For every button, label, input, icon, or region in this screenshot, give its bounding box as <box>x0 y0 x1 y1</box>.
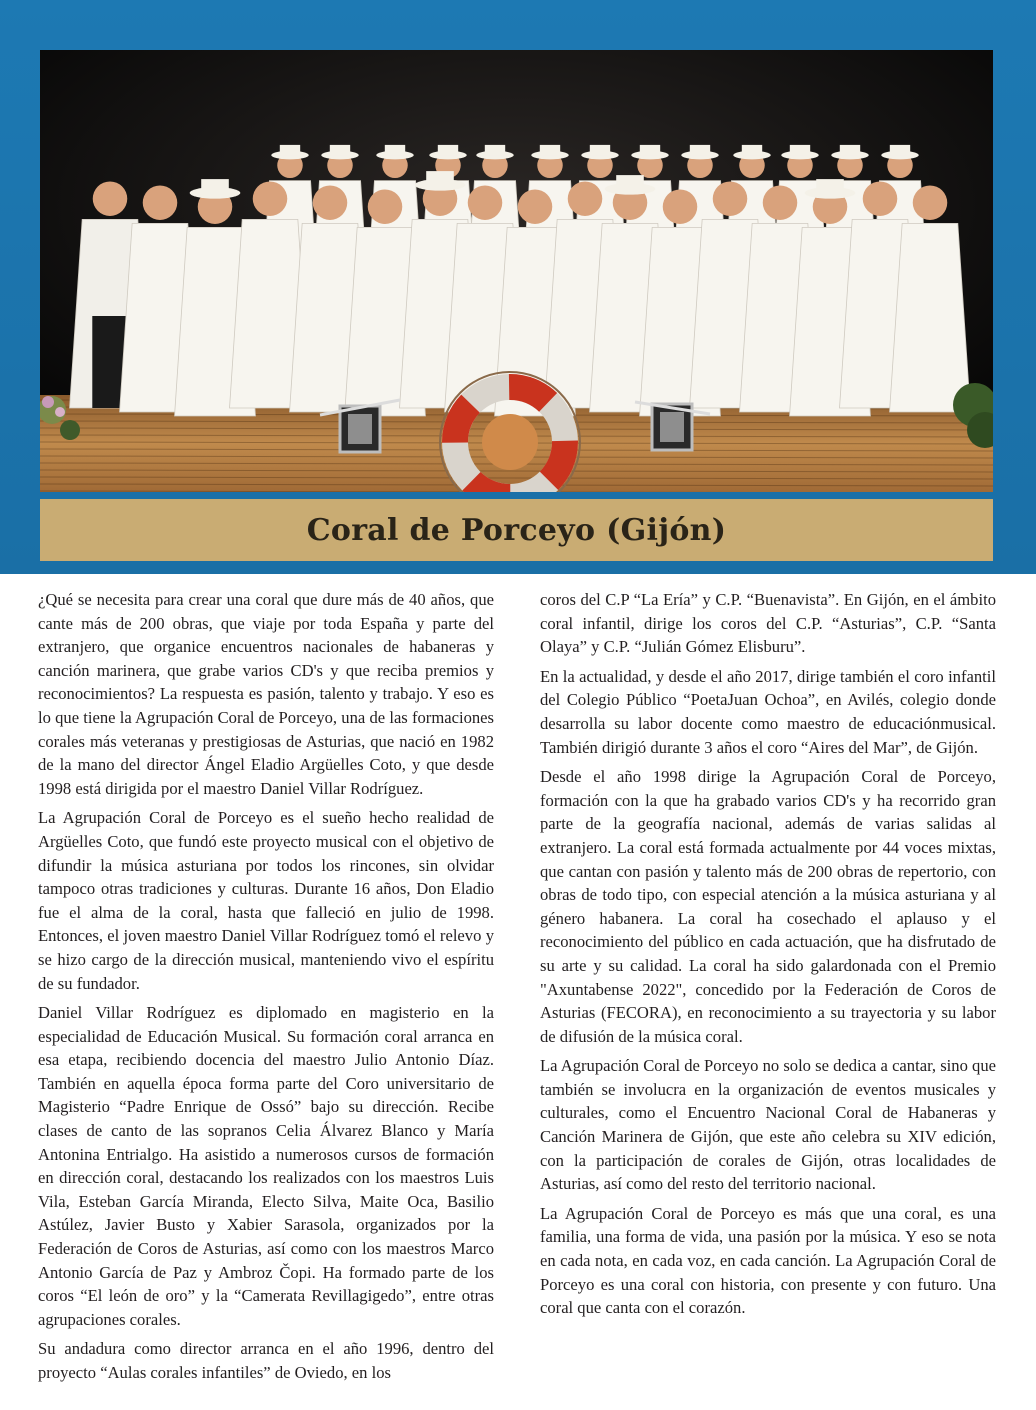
paragraph: La Agrupación Coral de Porceyo es más que una coral, es una familia, una forma de vida, una pasión por la música. Y eso se nota en cada nota, en cada voz, en cada canción. La Agrupación Coral de Porceyo es una coral con historia, con presente y con futuro. Una coral que canta con el corazón. <box>540 1203 996 1318</box>
paragraph: Desde el año 1998 dirige la Agrupación Coral de Porceyo, formación con la que ha grabado varios CD's y ha recorrido gran parte de la geografía nacional, además de varias salidas al extranjero. La coral está formada actualmente por 44 voces mixtas, que cantan con pasión y talento más de 200 obras de repertorio, con obras de todo tipo, con especial atención a la música asturiana y al género habanera. La coral ha cosechado el aplauso y el reconocimiento del público en cada actuación, que ha disfrutado de su arte y su calidad. La coral ha sido galardonada con el Premio "Axuntabense 2022", concedido por la Federación de Coros de Asturias (FECORA), en reconocimiento a su trayectoria y su labor de difusión de la música coral. <box>540 767 996 1046</box>
choir-photo <box>40 50 993 492</box>
paragraph: coros del C.P “La Ería” y C.P. “Buenavista”. En Gijón, en el ámbito coral infantil, dirige los coros del C.P. “Asturias”, C.P. “Santa Olaya” y C.P. “Julián Gómez Elisburu”. <box>540 590 996 657</box>
paragraph: Daniel Villar Rodríguez es diplomado en magisterio en la especialidad de Educación Musical. Su formación coral arranca en esa etapa, recibiendo docencia del maestro Julio Antonio Díaz. También en aquella época forma parte del Coro universitario de Magisterio “Padre Enrique de Ossó” bajo su dirección. Recibe clases de canto de las sopranos Celia Álvarez Blanco y María Antonina Entrialgo. Ha asistido a numerosos cursos de formación en dirección coral, destacando los realizados con los maestros Luis Vila, Esteban García Miranda, Electo Silva, Maite Oca, Basilio Astúlez, Javier Busto y Xabier Sarasola, organizados por la Federación de Coros de Asturias, así como con los maestros Marco Antonio García de Paz y Ambroz Čopi. Ha formado parte de los coros “El león de oro” y la “Camerata Revillagigedo”, entre otras agrupaciones corales. <box>38 1003 494 1329</box>
paragraph: La Agrupación Coral de Porceyo es el sueño hecho realidad de Argüelles Coto, que fundó este proyecto musical con el objetivo de difundir la música asturiana por todos los rincones, sin olvidar tampoco otras tradiciones y culturas. Durante 16 años, Don Eladio fue el alma de la coral, hasta que falleció en julio de 1998. Entonces, el joven maestro Daniel Villar Rodríguez tomó el relevo y se hizo cargo de la dirección musical, manteniendo vivo el espíritu de su fundador. <box>38 808 494 993</box>
paragraph: Su andadura como director arranca en el año 1996, dentro del proyecto “Aulas corales infantiles” de Oviedo, en los <box>38 1339 494 1382</box>
text-column-left <box>38 588 494 1391</box>
article-title-bar <box>40 499 993 561</box>
paragraph: En la actualidad, y desde el año 2017, dirige también el coro infantil del Colegio Público “PoetaJuan Ochoa”, en Avilés, colegio donde desarrolla su labor docente como maestro de educaciónmusical. También dirigió durante 3 años el coro “Aires del Mar”, de Gijón. <box>540 666 996 757</box>
paragraph: La Agrupación Coral de Porceyo no solo se dedica a cantar, sino que también se involucra en la organización de eventos musicales y culturales, como el Encuentro Nacional Coral de Habaneras y Canción Marinera de Gijón, que este año celebra su XIV edición, con la participación de corales de Gijón, otras localidades de Asturias, así como del resto del territorio nacional. <box>540 1056 996 1194</box>
article-title: Coral de Porceyo (Gijón) <box>306 512 727 548</box>
paragraph: ¿Qué se necesita para crear una coral que dure más de 40 años, que cante más de 200 obras, que viaje por toda España y parte del extranjero, que organice encuentros nacionales de habaneras y canción marinera, que grabe varios CD's y que reciba premios y reconocimientos? La respuesta es pasión, talento y trabajo. Y eso es lo que tiene la Agrupación Coral de Porceyo, una de las formaciones corales más veteranas y prestigiosas de Asturias, que nació en 1982 de la mano del director Ángel Eladio Argüelles Coto, y que desde 1998 está dirigida por el maestro Daniel Villar Rodríguez. <box>38 590 494 798</box>
text-column-right <box>540 588 996 1326</box>
